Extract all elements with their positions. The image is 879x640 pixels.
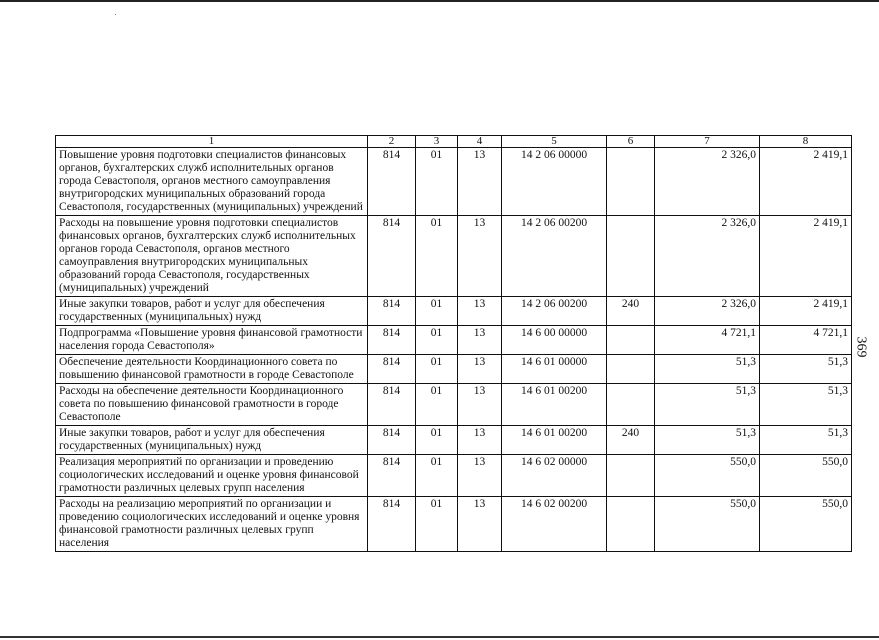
expense-type-cell (607, 216, 655, 297)
section-cell: 01 (416, 297, 458, 326)
table-row (56, 426, 852, 455)
subsection-cell: 13 (458, 355, 502, 384)
subsection-cell: 13 (458, 384, 502, 426)
table-row (56, 216, 852, 297)
target-article-cell: 14 6 01 00200 (502, 384, 607, 426)
amount-year2-cell: 550,0 (760, 455, 852, 497)
row-name-cell: Обеспечение деятельности Координационного совета по повышению финансовой грамотности в городе Севастополе (56, 355, 368, 384)
row-name-cell: Расходы на реализацию мероприятий по организации и проведению социологических исследований и оценке уровня финансовой грамотности различных целевых групп населения (56, 497, 368, 552)
expense-type-cell (607, 384, 655, 426)
amount-year1-cell: 51,3 (655, 355, 760, 384)
subsection-cell: 13 (458, 148, 502, 216)
scan-speck (115, 14, 116, 15)
page-number: 369 (853, 336, 869, 358)
amount-year1-cell: 2 326,0 (655, 148, 760, 216)
expense-type-cell: 240 (607, 297, 655, 326)
row-name-cell: Иные закупки товаров, работ и услуг для обеспечения государственных (муниципальных) нужд (56, 426, 368, 455)
table-row (56, 355, 852, 384)
table-body (56, 136, 852, 552)
grbs-code-cell: 814 (368, 148, 416, 216)
table-row (56, 497, 852, 552)
expense-type-cell (607, 455, 655, 497)
subsection-cell: 13 (458, 426, 502, 455)
amount-year1-cell: 4 721,1 (655, 326, 760, 355)
subsection-cell: 13 (458, 455, 502, 497)
scan-top-edge (0, 0, 879, 2)
section-cell: 01 (416, 455, 458, 497)
grbs-code-cell: 814 (368, 355, 416, 384)
target-article-cell: 14 2 06 00000 (502, 148, 607, 216)
header-col-2: 2 (368, 136, 416, 148)
row-name-cell: Расходы на обеспечение деятельности Координационного совета по повышению финансовой грамотности в городе Севастополе (56, 384, 368, 426)
header-col-3: 3 (416, 136, 458, 148)
section-cell: 01 (416, 426, 458, 455)
amount-year2-cell: 4 721,1 (760, 326, 852, 355)
amount-year2-cell: 51,3 (760, 384, 852, 426)
amount-year1-cell: 550,0 (655, 455, 760, 497)
expense-type-cell: 240 (607, 426, 655, 455)
table-row (56, 148, 852, 216)
section-cell: 01 (416, 148, 458, 216)
expense-type-cell (607, 326, 655, 355)
target-article-cell: 14 6 02 00200 (502, 497, 607, 552)
header-col-6: 6 (607, 136, 655, 148)
amount-year2-cell: 51,3 (760, 355, 852, 384)
expense-type-cell (607, 148, 655, 216)
row-name-cell: Подпрограмма «Повышение уровня финансовой грамотности населения города Севастополя» (56, 326, 368, 355)
budget-table (55, 135, 852, 552)
header-col-4: 4 (458, 136, 502, 148)
section-cell: 01 (416, 326, 458, 355)
grbs-code-cell: 814 (368, 455, 416, 497)
amount-year1-cell: 550,0 (655, 497, 760, 552)
amount-year2-cell: 2 419,1 (760, 297, 852, 326)
column-number-row (56, 136, 852, 148)
amount-year1-cell: 2 326,0 (655, 297, 760, 326)
amount-year2-cell: 2 419,1 (760, 148, 852, 216)
amount-year1-cell: 2 326,0 (655, 216, 760, 297)
table-row (56, 326, 852, 355)
target-article-cell: 14 2 06 00200 (502, 216, 607, 297)
header-col-7: 7 (655, 136, 760, 148)
amount-year2-cell: 2 419,1 (760, 216, 852, 297)
row-name-cell: Иные закупки товаров, работ и услуг для обеспечения государственных (муниципальных) нужд (56, 297, 368, 326)
header-col-1: 1 (56, 136, 368, 148)
grbs-code-cell: 814 (368, 216, 416, 297)
subsection-cell: 13 (458, 216, 502, 297)
subsection-cell: 13 (458, 497, 502, 552)
amount-year1-cell: 51,3 (655, 384, 760, 426)
table-row (56, 297, 852, 326)
subsection-cell: 13 (458, 326, 502, 355)
grbs-code-cell: 814 (368, 297, 416, 326)
row-name-cell: Реализация мероприятий по организации и проведению социологических исследований и оценке уровня финансовой грамотности различных целевых групп населения (56, 455, 368, 497)
grbs-code-cell: 814 (368, 497, 416, 552)
amount-year2-cell: 550,0 (760, 497, 852, 552)
grbs-code-cell: 814 (368, 426, 416, 455)
subsection-cell: 13 (458, 297, 502, 326)
table-row (56, 384, 852, 426)
target-article-cell: 14 6 01 00000 (502, 355, 607, 384)
grbs-code-cell: 814 (368, 384, 416, 426)
target-article-cell: 14 6 01 00200 (502, 426, 607, 455)
row-name-cell: Повышение уровня подготовки специалистов финансовых органов, бухгалтерских служб исполнительных органов города Севастополя, органов местного самоуправления внутригородских муниципальных образований города Севастополя, государственных (муниципальных) учреждений (56, 148, 368, 216)
section-cell: 01 (416, 384, 458, 426)
target-article-cell: 14 2 06 00200 (502, 297, 607, 326)
grbs-code-cell: 814 (368, 326, 416, 355)
section-cell: 01 (416, 355, 458, 384)
table-row (56, 455, 852, 497)
amount-year1-cell: 51,3 (655, 426, 760, 455)
header-col-5: 5 (502, 136, 607, 148)
row-name-cell: Расходы на повышение уровня подготовки специалистов финансовых органов, бухгалтерских служб исполнительных органов города Севастополя, органов местного самоуправления внутригородских муниципальных образований города Севастополя, государственных (муниципальных) учреждений (56, 216, 368, 297)
header-col-8: 8 (760, 136, 852, 148)
section-cell: 01 (416, 497, 458, 552)
expense-type-cell (607, 355, 655, 384)
expense-type-cell (607, 497, 655, 552)
section-cell: 01 (416, 216, 458, 297)
amount-year2-cell: 51,3 (760, 426, 852, 455)
scan-bottom-edge (0, 636, 879, 638)
target-article-cell: 14 6 02 00000 (502, 455, 607, 497)
target-article-cell: 14 6 00 00000 (502, 326, 607, 355)
